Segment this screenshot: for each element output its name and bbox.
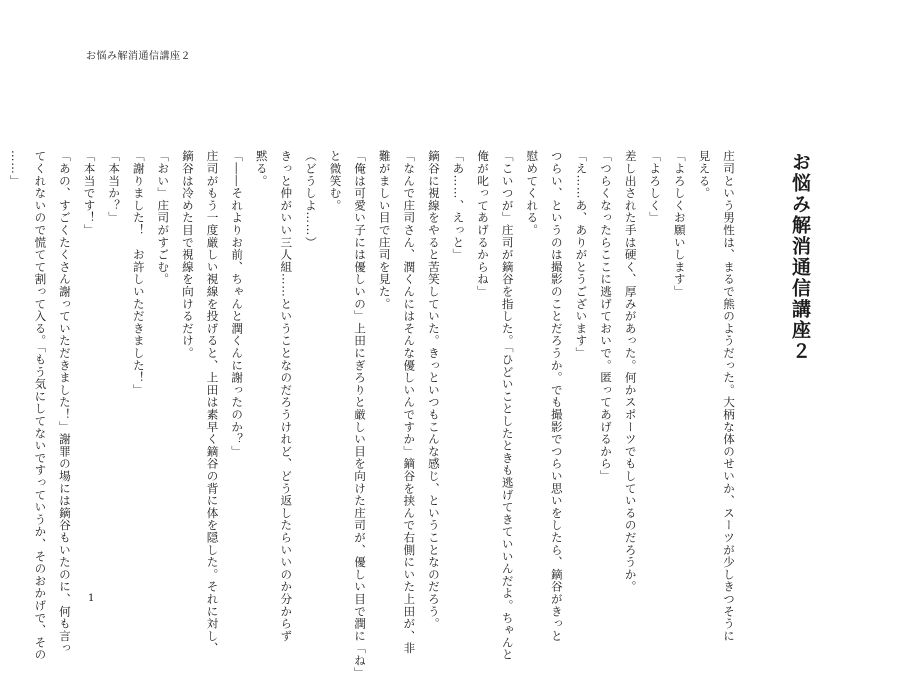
text-line: と微笑む。: [328, 150, 343, 212]
text-line: 「――それよりお前、ちゃんと潤くんに謝ったのか？」: [230, 150, 245, 458]
text-line: 「なんで庄司さん、潤くんにはそんな優しいんですか」鏑谷を挟んで右側にいた上田が、非: [402, 150, 417, 655]
body-text: [8, 150, 741, 679]
text-line: 鏑谷は冷めた目で視線を向けるだけ。: [180, 150, 195, 360]
text-line: （どうしよ……）: [303, 150, 318, 249]
text-line: ……」: [8, 150, 23, 187]
text-line: 「よろしく」: [648, 150, 663, 224]
text-line: 見える。: [697, 150, 712, 200]
text-line: つらい、というのは撮影のことだろうか。でも撮影でつらい思いをしたら、鏑谷がきっと: [549, 150, 564, 642]
text-line: 庄司がもう一度厳しい視線を投げると、上田は素早く鏑谷の背に体を隠した。それに対し、: [205, 150, 220, 655]
text-line: 「つらくなったらここに逃げておいで。匿ってあげるから」: [599, 150, 614, 483]
text-line: [0, 150, 3, 558]
text-line: 「よろしくお願いします」: [672, 150, 687, 298]
text-line: てくれないので慌てて割って入る。「もう気にしてないですっていうか、そのおかげで、その: [33, 150, 48, 661]
text-line: 「本当か？」: [107, 150, 122, 224]
text-line: 「あ……、えっと」: [451, 150, 466, 261]
text-line: 「謝りました！ お許しいただきました！」: [131, 150, 146, 396]
text-line: 俺が叱ってあげるからね」: [476, 150, 491, 298]
text-line: 慰めてくれる。: [525, 150, 540, 237]
text-line: 「あの、すごくたくさん謝っていただきました！」謝罪の場には鏑谷もいたのに、何も言っ: [57, 150, 72, 655]
text-line: 差し出された手は硬く、厚みがあった。何かスポーツでもしているのだろうか。: [623, 150, 638, 593]
page-title: お悩み解消通信講座２: [789, 152, 811, 362]
text-line: 「こいつが」庄司が鏑谷を指した。「ひどいことしたときも逃げてきていいんだよ。ちゃんと: [500, 150, 515, 661]
text-line: きっと仲がいい三人組……ということなのだろうけれど、どう返したらいいのか分からず: [279, 150, 294, 642]
text-line: 「本当です！」: [82, 150, 97, 237]
text-line: 庄司という男性は、まるで熊のようだった。大柄な体のせいか、スーツが少しきつそうに: [722, 150, 736, 642]
text-line: 「俺は可愛い子には優しいの」上田にぎろりと厳しい目を向けた庄司が、優しい目で潤に「ね」: [353, 150, 368, 679]
text-line: 難がましい目で庄司を見た。: [377, 150, 392, 310]
text-line: 鏑谷に視線をやると苦笑していた。きっといつもこんな感じ、ということなのだろう。: [426, 150, 441, 630]
text-line: 黙る。: [254, 150, 269, 187]
page-number: 1: [88, 593, 95, 604]
text-line: 「おい」庄司がすごむ。: [156, 150, 171, 286]
running-header: お悩み解消通信講座２: [86, 51, 191, 62]
text-line: 「え……あ、ありがとうございます」: [574, 150, 589, 360]
